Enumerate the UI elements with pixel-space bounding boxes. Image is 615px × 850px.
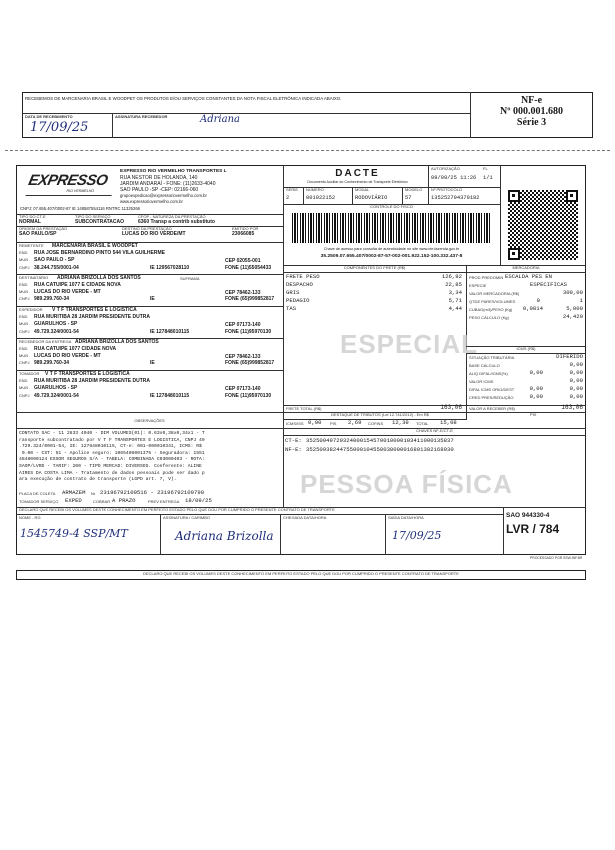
- recebedor-end: RUA CATUIPE 1077 CIDADE NOVA: [34, 346, 117, 352]
- freight-item: [286, 274, 462, 280]
- recebedor-mun-label: MUN: [19, 353, 29, 358]
- recebedor-name: ADRIANA BRIZOLLA DOS SANTOS: [75, 339, 159, 345]
- peso-value: 24,420: [562, 313, 583, 320]
- recebedor-cnpj-label: CNPJ: [19, 360, 30, 365]
- observation-line: 0.00 - CST: 51 - Apolice seguro: 1065406001375 - Seguradora: 1551: [19, 450, 205, 456]
- auth-value: 09/09/25 11:26: [431, 175, 477, 181]
- merch-header: MERCADORIA: [512, 265, 540, 270]
- freight-item: [286, 290, 462, 296]
- valor-icms-value: 0,00: [569, 377, 583, 384]
- nfe-series: Série 3: [516, 117, 547, 128]
- aliq-label: ALIQ DIFAL/ICMS(%): [469, 371, 508, 376]
- prod-label: PROD PREDOMIN: [469, 275, 504, 280]
- ct-label: CT-E:: [285, 437, 302, 444]
- tipo-cte-label: TIPO DO CT-E: [19, 214, 46, 219]
- emitter-email: grupoexpedicao@expressoriovermelho.com.br: [120, 193, 207, 198]
- freight-item-name: GRIS: [286, 289, 300, 296]
- tomador-mun-label: MUN: [19, 385, 29, 390]
- fl-label: FL: [483, 166, 488, 171]
- tomador-fone: FONE (11)95970130: [225, 393, 272, 399]
- aliq-b: 0,00: [569, 369, 583, 376]
- tomador-cnpj-label: CNPJ: [19, 393, 30, 398]
- observation-line: ransporte subcontratado por V T F TRANSPORTES E LOGISTICA, CNPJ 49: [19, 437, 205, 443]
- especie-label: ESPECIE: [469, 283, 487, 288]
- nome-value: 1545749-4 SSP/MT: [20, 527, 128, 540]
- assinatura-label: ASSINATURA / CARIMBO: [163, 515, 211, 520]
- recebedor-mun: LUCAS DO RIO VERDE - MT: [34, 353, 101, 359]
- pix-label: PIX: [530, 412, 537, 417]
- freight-item-value: 4,44: [448, 305, 462, 312]
- remetente-cep: CEP 02055-001: [225, 258, 261, 264]
- cred-label: CRED PRES/REDUÇÃO: [469, 395, 514, 400]
- expedidor-cnpj: 49.729.324/0001-54: [34, 329, 79, 335]
- protocolo-label: Nº PROTOCOLO: [431, 187, 462, 192]
- cubag-b: 5,000: [566, 305, 583, 312]
- origem-value: SAO PAULO/SP: [19, 231, 57, 237]
- observation-line: SAOP/LVRD - TARIF: 200 - TIPO MERCAD: DIVERSOS. Conferente: ALINE: [19, 464, 202, 469]
- nr-label: Nr: [91, 491, 96, 496]
- observation-line: ara execução de contrato de transporte (LGPD art. 7, V).: [19, 477, 177, 483]
- expedidor-fone: FONE (11)95970130: [225, 329, 272, 335]
- freight-total-label: FRETE TOTAL (R$): [286, 406, 322, 411]
- observation-line: .729.324/0001-54, IE: 127848010115, CT-e: 001-000010341, ICMS: R$: [19, 444, 202, 450]
- remetente-fone: FONE (11)55054433: [225, 265, 272, 271]
- pis-value: 2,69: [348, 419, 362, 426]
- freight-item: [286, 306, 462, 312]
- freight-item-name: DESPACHO: [286, 281, 313, 288]
- difal-a: 0,00: [529, 385, 543, 392]
- valor-merc-label: VALOR MERCADORIA (R$): [469, 291, 520, 296]
- freight-item: [286, 298, 462, 304]
- remetente-mun-label: MUN: [19, 257, 29, 262]
- remetente-name: MARCENARIA BRASIL E WOODPET: [52, 243, 138, 249]
- remetente-cnpj-label: CNPJ: [19, 265, 30, 270]
- tipo-servico-value: SUBCONTRATACAO: [75, 219, 124, 225]
- freight-item-value: 22,85: [445, 281, 462, 288]
- destinatario-suframa: SUFRAMA: [180, 276, 200, 281]
- recebedor-cnpj: 989.299.760-34: [34, 360, 70, 366]
- tributos-header: DESTAQUE DE TRIBUTOS (Lei 12.741/2012) - Em R$: [331, 412, 429, 417]
- remetente-ie: IE 129567028110: [150, 265, 190, 271]
- nfe-title: NF-e: [520, 95, 543, 106]
- freight-item-name: FRETE PESO: [286, 273, 320, 280]
- cut-line: [5, 150, 610, 151]
- icmsiss-value: 0,00: [308, 419, 322, 426]
- auth-label: AUTORIZAÇÃO: [431, 166, 460, 171]
- origem-label: ORIGEM DA PRESTAÇÃO: [19, 226, 68, 231]
- prev-value: 18/09/25: [185, 497, 212, 504]
- nf-label: NF-E:: [285, 446, 302, 453]
- cfop-value: 6360 Transp a contrib substituto: [138, 219, 215, 225]
- logo-text: EXPRESSO: [26, 172, 110, 189]
- remetente-label: REMETENTE: [19, 243, 44, 248]
- freight-header: COMPONENTES DO FRETE (R$): [343, 265, 406, 270]
- cfop-label: CFOP - NATUREZA DA PRESTAÇÃO: [138, 214, 206, 219]
- route-code-2: LVR / 784: [506, 522, 560, 536]
- modal-value: RODOVIÁRIO: [355, 195, 388, 201]
- cred-a: 0,00: [529, 393, 543, 400]
- tomador-end-label: END: [19, 378, 28, 383]
- qr-finder-tr: [566, 190, 578, 202]
- modal-label: MODAL: [355, 187, 370, 192]
- prev-label: PREV ENTREGA: [148, 499, 180, 504]
- tomador-label: TOMADOR: [19, 371, 40, 376]
- destinatario-name: ADRIANA BRIZOLLA DOS SANTOS: [57, 275, 141, 281]
- receber-label: VALOR A RECEBER (R$): [469, 406, 515, 411]
- emitter-cnpj: CNPJ: 07.655.407/0002-87 IE 148587554116 RNTRC 11325266: [20, 206, 140, 211]
- ct-value: 35250949729324000154570010000103411000135837: [306, 437, 454, 444]
- placa-value: ARMAZEM: [62, 489, 86, 496]
- destinatario-cnpj-label: CNPJ: [19, 296, 30, 301]
- icms-header: ICMS (R$): [516, 346, 536, 351]
- expedidor-end: RUA MURITIBA 28 JARDIM PRESIDENTE DUTRA: [34, 314, 151, 320]
- remetente-end: RUA JOSE BERNARDINO PINTO 544 VILA GUILHERME: [34, 250, 165, 256]
- cubag-a: 0,0814: [522, 305, 543, 312]
- pis-label: PIS: [330, 421, 337, 426]
- freight-item-value: 3,34: [448, 289, 462, 296]
- saida-label: SAÍDA DATA/HORA: [388, 515, 424, 520]
- base-value: 0,00: [569, 361, 583, 368]
- controle-label: CONTROLE DO FISCO: [370, 204, 413, 209]
- destino-label: DESTINO DA PRESTAÇÃO: [122, 226, 172, 231]
- difal-b: 0,00: [569, 385, 583, 392]
- expedidor-mun-label: MUN: [19, 321, 29, 326]
- expedidor-cnpj-label: CNPJ: [19, 329, 30, 334]
- cofins-label: COFINS: [368, 421, 384, 426]
- modelo-label: MODELO: [405, 187, 423, 192]
- tomador-cep: CEP 07173-140: [225, 386, 261, 392]
- emitido-label: EMITIDO POR: [232, 226, 259, 231]
- observation-line: AIRES DA COSTA LIMA - Tratamento de dados pessoais pode ser dado p: [19, 470, 205, 476]
- placa-label: PLACA DE COLETA: [19, 491, 56, 496]
- recebedor-ie: IE: [150, 360, 155, 366]
- emitter-address: RUA NESTOR DE HOLANDA, 140: [120, 175, 198, 181]
- serie-value: 2: [286, 195, 290, 201]
- qtde-a: 0: [536, 297, 540, 304]
- freight-item-name: TAS: [286, 305, 297, 312]
- destinatario-fone: FONE (65)999852817: [225, 296, 275, 302]
- saida-value: 17/09/25: [392, 529, 442, 542]
- modelo-value: 57: [405, 195, 412, 201]
- destinatario-mun-label: MUN: [19, 289, 29, 294]
- cobrar-label: COBRAR: [93, 499, 111, 504]
- footer-text: DECLARO QUE RECEBI OS VOLUMES DESTE CONHECIMENTO EM PERFEITO ESTADO PELO QUE DOU POR CUMPRIDO O PRESENTE CONTRATO DE TRANSPORTE: [143, 571, 459, 576]
- recebedor-label: RECEBEDOR DA ENTREGA: [19, 339, 72, 344]
- watermark-pessoa-fisica: PESSOA FÍSICA: [300, 469, 513, 499]
- qtde-label: QTDE PARES/VOLUMES: [469, 299, 516, 304]
- emitter-name: EXPRESSO RIO VERMELHO TRANSPORTES L: [120, 169, 227, 174]
- destinatario-label: DESTINATÁRIO: [19, 275, 49, 280]
- tomador-name: V T F TRANSPORTES E LOGISTICA: [45, 371, 130, 377]
- tipo-servico-label: TIPO DO SERVIÇO: [75, 214, 111, 219]
- expedidor-cep: CEP 07173-140: [225, 322, 261, 328]
- chaves-header: CHAVES NF-E/CT-E: [416, 428, 453, 433]
- protocolo-value: 135252794379182: [431, 195, 480, 201]
- receipt-signature-label: ASSINATURA RECEBEDOR: [115, 114, 168, 119]
- icmsiss-label: ICMS/ISS: [286, 421, 304, 426]
- qtde-b: 1: [579, 297, 583, 304]
- logo-sub: RIO VERMELHO: [66, 189, 95, 194]
- declaration-text: DECLARO QUE RECEBI OS VOLUMES DESTE CONHECIMENTO EM PERFEITO ESTADO PELO QUE DOU POR CUMPRIDO O PRESENTE CONTRATO DE TRANSPORTE: [19, 507, 335, 512]
- remetente-end-label: END: [19, 250, 28, 255]
- chave-label: Chave de acesso para consulta de autenticidade no site www.cte.fazenda.gov.br: [323, 247, 460, 251]
- route-code-1: SAO 944330-4: [506, 512, 550, 519]
- processado-text: PROCESSADO POR SSW.INF.BR: [530, 556, 583, 560]
- receipt-date-label: DATA DE RECEBIMENTO: [25, 114, 73, 119]
- emitter-city: SAO PAULO -SP -CEP: 02166-060: [120, 187, 199, 193]
- tributos-total-value: 15,08: [440, 419, 457, 426]
- tipo-cte-value: NORMAL: [19, 219, 41, 225]
- cofins-value: 12,39: [392, 419, 409, 426]
- cred-b: 0,00: [569, 393, 583, 400]
- situacao-label: SITUAÇÃO TRIBUTÁRIA: [469, 355, 515, 360]
- tomador-servico-value: EXPED: [65, 497, 82, 504]
- tomador-cnpj: 49.729.324/0001-54: [34, 393, 79, 399]
- freight-item: [286, 282, 462, 288]
- cobrar-value: A PRAZO: [112, 497, 136, 504]
- receipt-signature-value: Adriana: [200, 114, 240, 125]
- destinatario-mun: LUCAS DO RIO VERDE - MT: [34, 289, 101, 295]
- barcode: [292, 213, 492, 243]
- destinatario-end-label: END: [19, 282, 28, 287]
- freight-item-value: 5,71: [448, 297, 462, 304]
- dacte-subtitle: Documento Auxiliar do Conhecimento de Transporte Eletrônico: [307, 180, 408, 184]
- expedidor-ie: IE 127848010115: [150, 329, 190, 335]
- emitter-district: JARDIM ANDARAÍ - FONE: (11)2633-4040: [120, 181, 216, 187]
- tomador-servico-label: TOMADOR SERVIÇO: [19, 499, 59, 504]
- freight-item-value: 126,92: [441, 273, 462, 280]
- cubag-label: CUBAG(m3)/PESO (Kg): [469, 307, 513, 312]
- qr-finder-bl: [508, 248, 520, 260]
- peso-label: PESO CÁLCULO (Kg): [469, 315, 509, 320]
- obs-header: OBSERVAÇÕES: [134, 418, 165, 423]
- numero-value: 001922152: [306, 195, 336, 201]
- tomador-end: RUA MURITIBA 28 JARDIM PRESIDENTE DUTRA: [34, 378, 151, 384]
- destinatario-cep: CEP 78462-133: [225, 290, 261, 296]
- nfe-number: Nº 000.001.680: [499, 106, 564, 117]
- watermark-especial: ESPECIAL: [340, 329, 479, 359]
- remetente-cnpj: 38.244.755/0001-04: [34, 265, 79, 271]
- serie-label: SÉRIE: [286, 187, 299, 192]
- valor-icms-label: VALOR ICMS: [469, 379, 494, 384]
- recebedor-fone: FONE (65)999852817: [225, 360, 275, 366]
- expedidor-label: EXPEDIDOR: [19, 307, 43, 312]
- fl-value: 1/1: [483, 175, 493, 181]
- destinatario-ie: IE: [150, 296, 155, 302]
- nf-value: 35250938244755000104550030000016801382168030: [306, 446, 454, 453]
- expedidor-mun: GUARULHOS - SP: [34, 321, 78, 327]
- destino-value: LUCAS DO RIO VERDE/MT: [122, 231, 186, 237]
- difal-label: DIFAL ICMS ORIG/DEST: [469, 387, 515, 392]
- emitter-site: www.expressoriovermelho.com.br: [120, 199, 183, 204]
- expedidor-name: V T F TRANSPORTES E LOGISTICA: [52, 307, 137, 313]
- expedidor-end-label: END: [19, 314, 28, 319]
- freight-item-name: PEDAGIO: [286, 297, 310, 304]
- nr-value: 23196792109516 - 23196792109790: [100, 489, 205, 496]
- observation-line: 4848000124 ESSOR SEGUROS S/A - TABELA: COMBINADA C03000403 - ROTA:: [19, 457, 205, 463]
- emitter-logo: [25, 172, 116, 196]
- dacte-title: DACTE: [335, 168, 380, 179]
- base-label: BASE CÁLCULO: [469, 363, 500, 368]
- freight-total-value: 163,06: [440, 404, 462, 411]
- receipt-date-value: 17/09/25: [30, 120, 89, 135]
- observation-line: CONTATO SAC - 11 2633 4040 - DIM VOLUMES(01): 0.63x0,38x0,34x1 - T: [19, 431, 205, 436]
- receipt-notice: RECEBEMOS DE MARCENARIA BRASIL E WOODPET OS PRODUTOS E/OU SERVIÇOS CONSTANTES DA NOTA FISCAL ELETRÔNICA INDICADA ABAIXO.: [25, 96, 342, 101]
- assinatura-value: Adriana Brizolla: [175, 529, 274, 543]
- recebedor-cep: CEP 78462-133: [225, 354, 261, 360]
- chave-value: 35.2509.07.655.407/0002-87-57-002-001.922.152-100.332.437-8: [320, 254, 463, 259]
- remetente-mun: SAO PAULO - SP: [34, 257, 75, 263]
- nome-label: NOME - RG: [19, 515, 41, 520]
- receber-value: 163,06: [561, 404, 583, 411]
- destinatario-end: RUA CATUIPE 1077 E CIDADE NOVA: [34, 282, 121, 288]
- aliq-a: 0,00: [529, 369, 543, 376]
- tomador-mun: GUARULHOS - SP: [34, 385, 78, 391]
- tomador-ie: IE 127848010115: [150, 393, 190, 399]
- destinatario-cnpj: 989.299.760-34: [34, 296, 70, 302]
- numero-label: NÚMERO: [306, 187, 324, 192]
- recebedor-end-label: END: [19, 346, 28, 351]
- emitido-value: 23066085: [232, 231, 255, 237]
- chegada-label: CHEGADA DATA/HORA: [283, 515, 327, 520]
- prod-value: ESCALDA PES EN: [505, 273, 552, 280]
- valor-merc-value: 300,00: [562, 289, 583, 296]
- tributos-total-label: TOTAL: [416, 421, 429, 426]
- especie-value: ESPECIFICAS: [530, 281, 567, 288]
- qr-finder-tl: [508, 190, 520, 202]
- situacao-value: DIFERIDO: [556, 353, 583, 360]
